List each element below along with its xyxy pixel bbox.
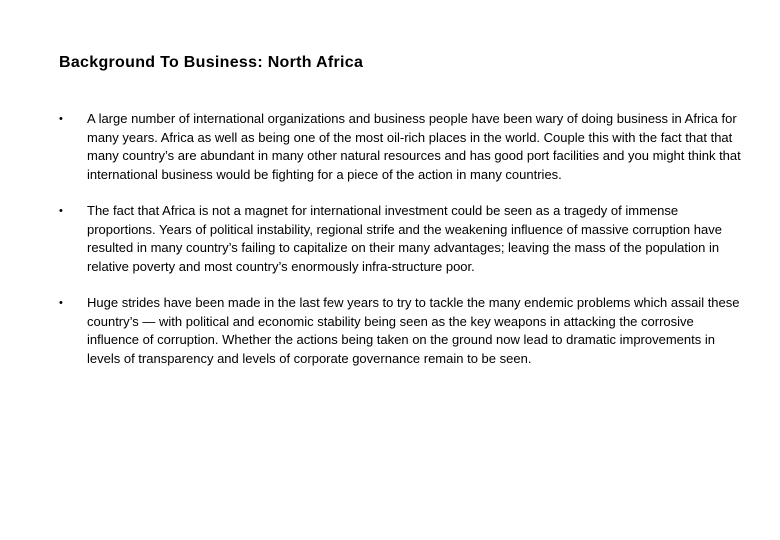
bullet-text: A large number of international organizations and business people have been wary of doing business in Africa for many years. Africa as well as being one of the most oil-rich places in the world. Couple this with the fact that that many country’s are abundant in many other natural resources and has good port facilities and you might think that international business would be fighting for a piece of the action in many countries. bbox=[87, 111, 741, 182]
bullet-item bbox=[59, 202, 749, 276]
bullet-list bbox=[59, 110, 749, 386]
bullet-text: The fact that Africa is not a magnet for international investment could be seen as a tragedy of immense proportions. Years of political instability, regional strife and the weakening influence of massive corruption have resulted in many country’s failing to capitalize on their many advantages; leaving the mass of the population in relative poverty and most country’s enormously infra-structure poor. bbox=[87, 203, 722, 274]
bullet-icon: • bbox=[59, 113, 63, 125]
bullet-item bbox=[59, 110, 749, 184]
bullet-text: Huge strides have been made in the last few years to try to tackle the many endemic problems which assail these country’s — with political and economic stability being seen as the key weapons in attacking the corrosive influence of corruption. Whether the actions being taken on the ground now lead to dramatic improvements in levels of transparency and levels of corporate governance remain to be seen. bbox=[87, 295, 740, 366]
bullet-icon: • bbox=[59, 297, 63, 309]
bullet-icon: • bbox=[59, 205, 63, 217]
bullet-item bbox=[59, 294, 749, 368]
slide-title: Background To Business: North Africa bbox=[59, 54, 364, 71]
